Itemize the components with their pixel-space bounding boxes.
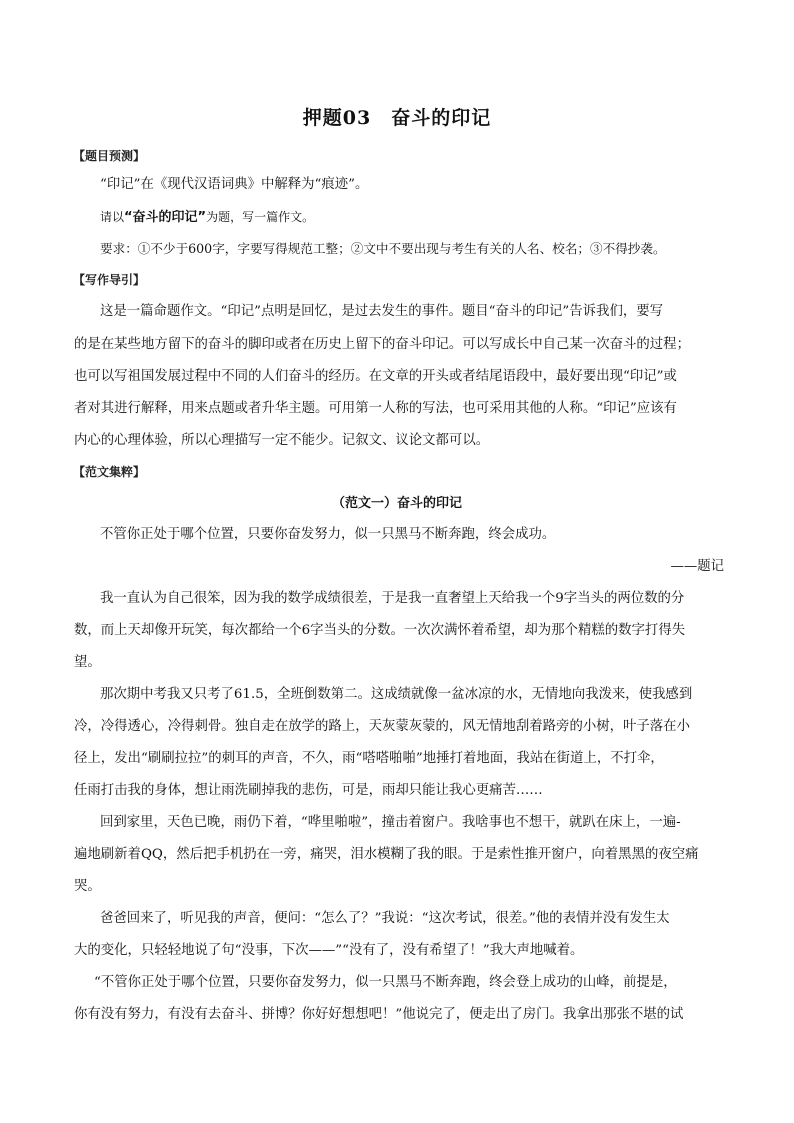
essay-line: 哭。: [74, 879, 101, 894]
essay-line: 爸爸回来了，听见我的声音，便问：“怎么了？”我说：“这次考试，很差。”他的表情并没有发生太: [100, 911, 670, 926]
essay-line: 望。: [74, 655, 101, 670]
essay-line: 任雨打击我的身体，想让雨洗刷掉我的悲伤，可是，雨却只能让我心更痛苦……: [74, 783, 543, 798]
essay-line: 径上，发出“刷刷拉拉”的刺耳的声音，不久，雨“嗒嗒啪啪”地捶打着地面，我站在街道上，不打伞，: [74, 751, 664, 766]
essay-line: “不管你正处于哪个位置，只要你奋发努力，似一只黑马不断奔跑，终会登上成功的山峰，前提是，: [94, 975, 677, 990]
guide-line: 者对其进行解释，用来点题或者升华主题。可用第一人称的写法，也可采用其他的人称。“印记”应该有: [74, 401, 677, 416]
essay-line: 数，而上天却像开玩笑，每次都给一个6字当头的分数。一次次满怀着希望，却为那个精糕的数字打得失: [74, 623, 686, 638]
essay-line: 遍地刷新着QQ，然后把手机扔在一旁，痛哭，泪水模糊了我的眼。于是索性推开窗户，向着黑黑的夜空痛: [74, 847, 699, 862]
essay-epigraph-source: ——题记: [670, 559, 724, 574]
prompt-requirements: 要求：①不少于600字，字要写得规范工整；②文中不要出现与考生有关的人名、校名；③不得抄袭。: [100, 241, 666, 256]
prompt-line-2: [100, 207, 724, 228]
essay-line: 你有没有努力，有没有去奋斗、拼博？你好好想想吧！”他说完了，便走出了房门。我拿出那张不堪的试: [74, 1007, 684, 1022]
guide-line: 的是在某些地方留下的奋斗的脚印或者在历史上留下的奋斗印记。可以写成长中自己某一次奋斗的过程；: [74, 337, 690, 352]
essay-line: 回到家里，天色已晚，雨仍下着，“哗里啪啦”，撞击着窗户。我啥事也不想干，就趴在床上，一遍-: [100, 815, 681, 830]
guide-line: 也可以写祖国发展过程中不同的人们奋斗的经历。在文章的开头或者结尾语段中，最好要出现“印记”或: [74, 369, 677, 384]
prompt-line-1: “印记”在《现代汉语词典》中解释为“痕迹”。: [100, 177, 369, 192]
guide-line: 这是一篇命题作文。“印记”点明是回忆，是过去发生的事件。题目“奋斗的印记”告诉我们，要写: [100, 304, 664, 319]
essay-line: 冷，冷得透心，冷得刺骨。独自走在放学的路上，天灰蒙灰蒙的，风无情地刮着路旁的小树，叶子落在小: [74, 719, 690, 734]
essay-line: 我一直认为自己很笨，因为我的数学成绩很差，于是我一直奢望上天给我一个9字当头的两位数的分: [100, 591, 685, 606]
essay-epigraph: 不管你正处于哪个位置，只要你奋发努力，似一只黑马不断奔跑，终会成功。: [100, 527, 556, 542]
prompt-suffix: 为题，写一篇作文。: [206, 210, 315, 224]
prompt-prefix: 请以: [100, 210, 125, 224]
essay-line: 大的变化，只轻轻地说了句“没事，下次——”“没有了，没有希望了！”我大声地喊着。: [74, 943, 584, 958]
essay-heading: （范文一）奋斗的印记: [331, 496, 462, 511]
essay-line: 那次期中考我又只考了61.5，全班倒数第二。这成绩就像一盆冰凉的水，无情地向我泼来，使我感到: [100, 687, 693, 702]
guide-line: 内心的心理体验，所以心理描写一定不能少。记叙文、议论文都可以。: [74, 433, 490, 448]
section-tag-guide: 【写作导引】: [73, 273, 146, 287]
section-tag-samples: 【范文集粹】: [73, 465, 146, 479]
section-tag-prediction: 【题目预测】: [73, 149, 146, 163]
prompt-topic: “奋斗的印记”: [124, 210, 207, 225]
page-title: 押题03 奋斗的印记: [302, 107, 492, 129]
